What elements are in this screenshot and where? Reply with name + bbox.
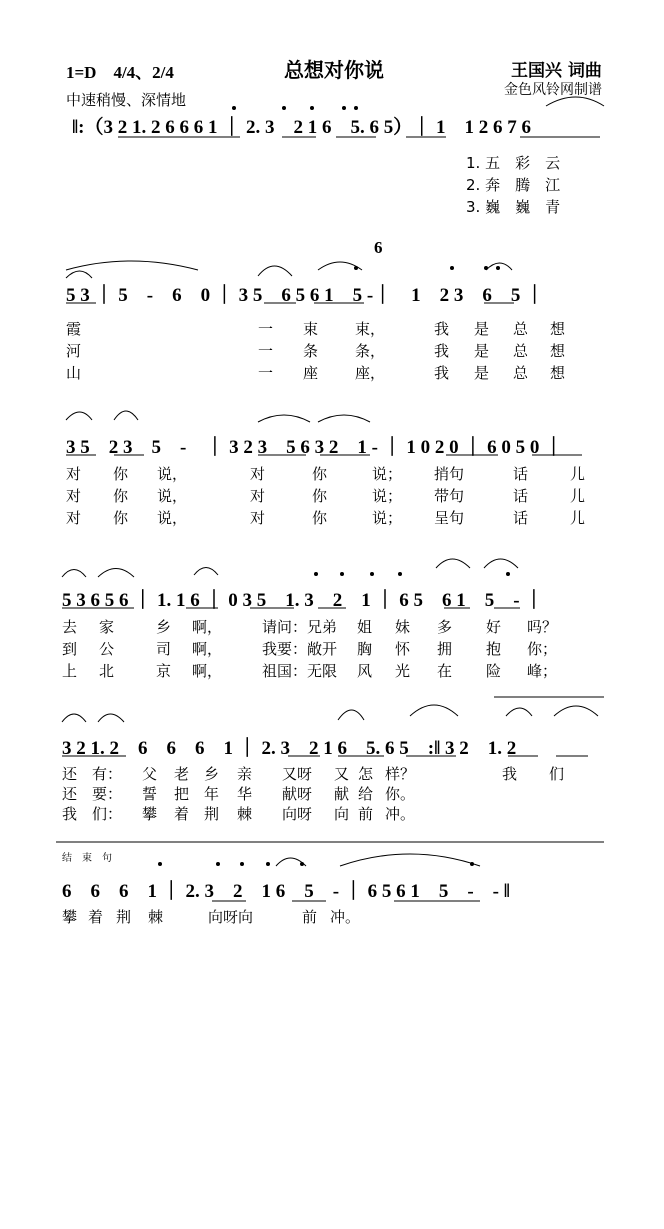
lyrics-row-5: 还 有： 父 老 乡 亲 又呀 又 怎 样？ 我 们 还 要： 誓 把 年 华 献呀 献 给 你。 我 们： 攀 着 荆 棘 向呀 向 前 冲。	[62, 765, 565, 823]
key-meter: 1=D 4/4、2/4	[66, 63, 174, 82]
lyrics-row-2: 霞 一 束 束， 我 是 总 想 河 一 条 条， 我 是 总 想 山 一 座 座， 我 是 总 想	[66, 320, 566, 382]
notation-row-1: ‖:（3 2 1. 2 6 6 6 1 ｜ 2. 3 2 1 6 5. 6 5）｜ 1 1 2 6 7 6	[72, 117, 531, 138]
score-maker: 金色风铃网制谱	[504, 82, 602, 98]
song-title: 总想对你说	[284, 58, 384, 82]
grace-note: 6	[374, 238, 383, 257]
notation-row-3: 3 5 2 3 5 - ｜ 3 2 3 5 6 3 2 1 - ｜ 1 0 2 0 ｜ 6 0 5 0 ｜	[66, 437, 564, 458]
lyrics-row-3: 对 你 说， 对 你 说； 捎句 话 儿 对 你 说， 对 你 说； 带句 话 儿 对 你 说， 对 你 说； 呈句 话 儿	[66, 465, 586, 527]
lyrics-row-4: 去 家 乡 啊， 请问：兄弟 姐 妹 多 好 吗？ 到 公 司 啊， 我要：敞开 胸 怀 拥 抱 你； 上 北 京 啊， 祖国：无限 风 光 在 险 峰；	[62, 618, 558, 680]
author: 王国兴 词曲	[511, 61, 602, 81]
verse-2-label: 2. 奔 腾 江	[466, 176, 561, 194]
notation-row-2: 5 3 ｜ 5 - 6 0 ｜ 3 5 6 5 6 1 5 -｜ 1 2 3 6 5 ｜	[66, 285, 545, 306]
notation-row-5: 3 2 1. 2 6 6 6 1 ｜ 2. 3 2 1 6 5. 6 5 :‖ 3 2 1. 2	[62, 738, 517, 759]
notation-row-4: 5 3 6 5 6 ｜ 1. 1 6 ｜ 0 3 5 1. 3 2 1 ｜ 6 5 6 1 5 - ｜	[62, 590, 544, 611]
verse-1-label: 1. 五 彩 云	[466, 154, 561, 172]
ending-label: 结 束 句	[62, 853, 112, 864]
tempo-marking: 中速稍慢、深情地	[66, 91, 187, 109]
verse-3-label: 3. 巍 巍 青	[466, 198, 561, 216]
lyrics-row-6: 攀 着 荆 棘 向呀向 前 冲。	[62, 908, 361, 926]
notation-row-6: 6 6 6 1 ｜ 2. 3 2 1 6 5 - ｜ 6 5 6 1 5 - - ‖	[62, 881, 510, 902]
